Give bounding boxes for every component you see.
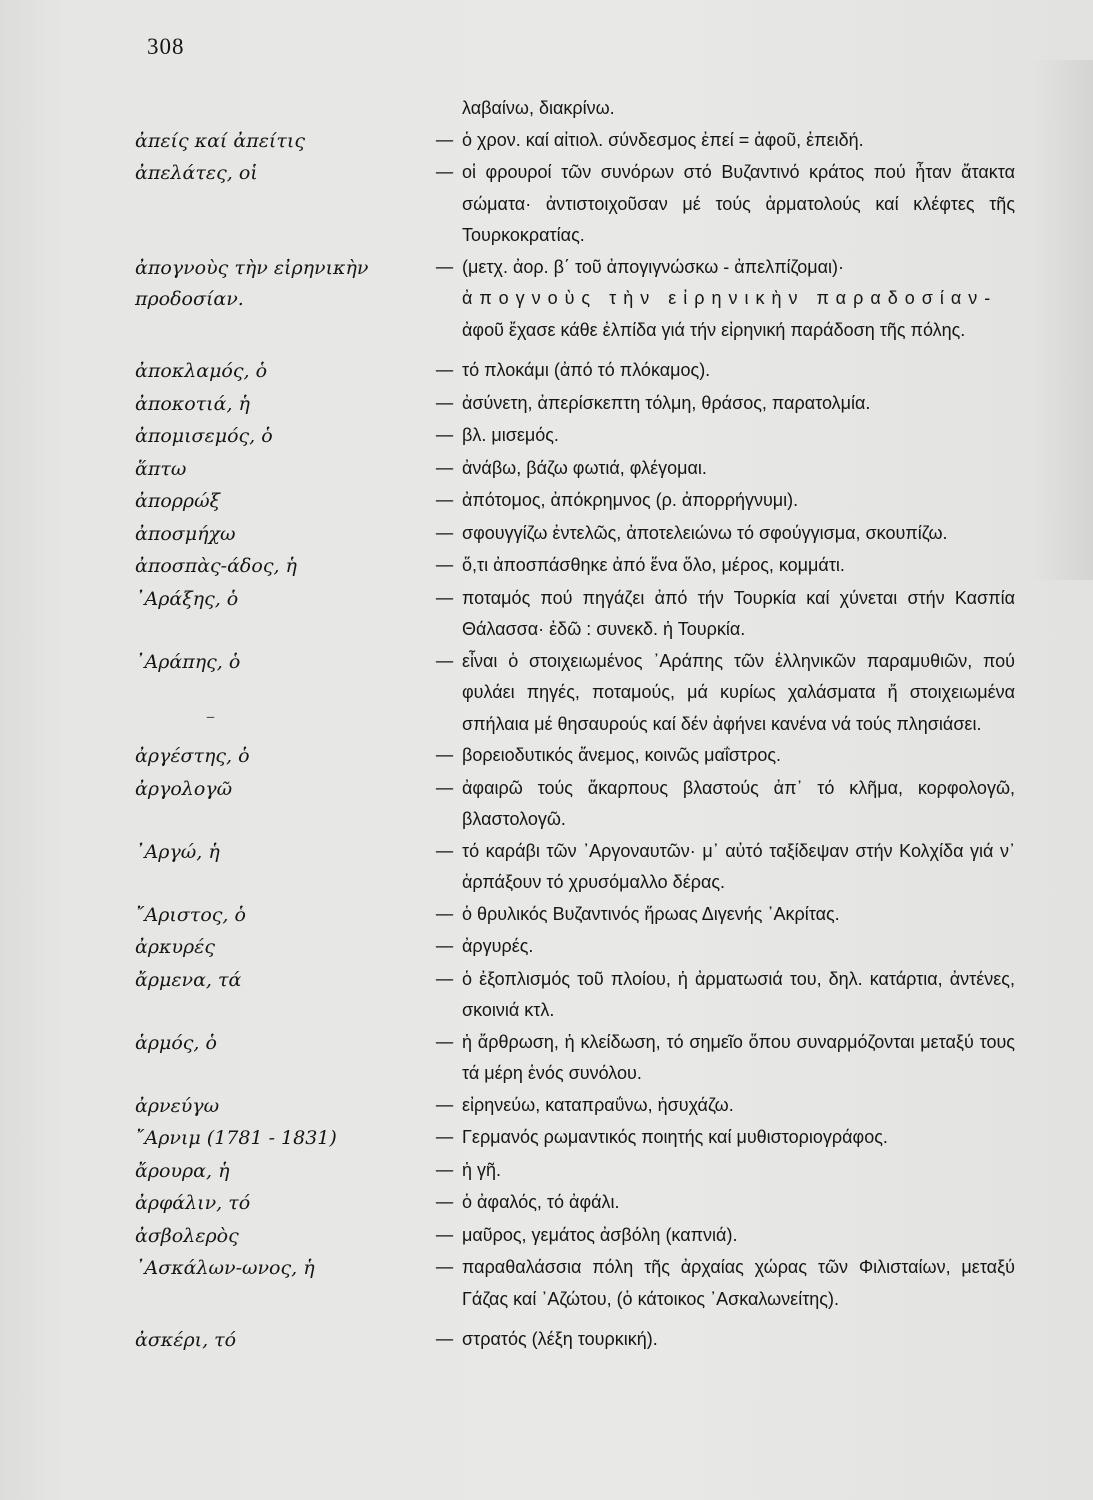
dash: — bbox=[435, 1158, 454, 1181]
dash: — bbox=[435, 391, 454, 414]
definition: παραθαλάσσια πόλη τῆς ἀρχαίας χώρας τῶν Φιλισταίων, μεταξύ Γάζας καί ᾿Αζώτου, (ὁ κάτοικος ᾿Ασκαλωνείτης). bbox=[462, 1257, 1015, 1309]
dash: — bbox=[435, 839, 454, 862]
definition: σφουγγίζω ἐντελῶς, ἀποτελειώνω τό σφούγγισμα, σκουπίζω. bbox=[462, 522, 948, 543]
glossary-entry bbox=[135, 931, 1015, 964]
glossary-entry bbox=[135, 453, 1015, 486]
glossary-entry bbox=[135, 899, 1015, 932]
definition-quote: ἀπογνοὺς τὴν εἰρηνικὴν παραδοσίαν- bbox=[462, 288, 998, 308]
glossary-entry bbox=[135, 583, 1015, 646]
glossary-entry bbox=[135, 1324, 1015, 1357]
definition: λαβαίνω, διακρίνω. bbox=[462, 98, 615, 118]
dash: — bbox=[435, 1191, 454, 1213]
definition: ἡ ἄρθρωση, ἡ κλείδωση, τό σημεῖο ὅπου συναρμόζονται μεταξύ τους τά μέρη ἑνός συνόλου. bbox=[462, 1031, 1015, 1083]
definition: (μετχ. ἀορ. β΄ τοῦ ἀπογιγνώσκω - ἀπελπίζομαι)· bbox=[462, 256, 845, 277]
term: ἀπελάτες, οἱ bbox=[135, 162, 258, 184]
dash: — bbox=[435, 1328, 454, 1350]
dash: — bbox=[435, 456, 454, 479]
term: ἀποκλαμός, ὁ bbox=[135, 360, 268, 382]
definition: τό καράβι τῶν ᾿Αργοναυτῶν· μ᾿ αὐτό ταξίδεψαν στήν Κολχίδα γιά ν᾿ ἁρπάξουν τό χρυσόμαλλο δέρας. bbox=[462, 840, 1015, 892]
glossary-entry bbox=[135, 550, 1015, 583]
glossary-list bbox=[135, 93, 1015, 1357]
dash: — bbox=[435, 1093, 454, 1116]
term-continued: προδοσίαν. bbox=[135, 288, 244, 310]
term: ἀποκοτιά, ἡ bbox=[135, 392, 250, 415]
glossary-entry bbox=[135, 485, 1015, 518]
dash: — bbox=[435, 967, 454, 990]
stray-mark: – bbox=[206, 706, 215, 727]
continuation-line bbox=[135, 93, 1015, 125]
dash: — bbox=[435, 489, 454, 511]
term: ἀπομισεμός, ὁ bbox=[135, 425, 273, 447]
term: ἀργολογῶ bbox=[135, 777, 233, 800]
term: ἁρμός, ὁ bbox=[135, 1031, 217, 1054]
glossary-entry bbox=[135, 388, 1015, 421]
definition: ἀπότομος, ἀπόκρημνος (ρ. ἀπορρήγνυμι). bbox=[462, 490, 799, 510]
dash: — bbox=[435, 1256, 454, 1278]
definition-translation: ἀφοῦ ἔχασε κάθε ἐλπίδα γιά τήν εἰρηνική παράδοση τῆς πόλης. bbox=[462, 319, 966, 340]
dash: — bbox=[435, 1030, 454, 1053]
glossary-entry bbox=[135, 1220, 1015, 1253]
glossary-entry bbox=[135, 1155, 1015, 1188]
dash: — bbox=[435, 1223, 454, 1246]
term: ἀπογνοὺς τὴν εἰρηνικὴν bbox=[135, 256, 369, 279]
definition: ἀνάβω, βάζω φωτιά, φλέγομαι. bbox=[462, 457, 707, 478]
term: ἀσκέρι, τό bbox=[135, 1329, 237, 1351]
definition: ὁ θρυλικός Βυζαντινός ἥρωας Διγενής ᾿Ακρίτας. bbox=[462, 903, 840, 924]
term: ἀπορρώξ bbox=[135, 490, 221, 512]
term: ᾿Αργώ, ἡ bbox=[135, 840, 220, 863]
term: ᾿Αράξης, ὁ bbox=[135, 587, 239, 610]
definition: ὁ ἀφαλός, τό ἀφάλι. bbox=[462, 1192, 620, 1212]
term: ῎Αριστος, ὁ bbox=[135, 903, 246, 926]
definition: ὁ χρον. καί αἰτιολ. σύνδεσμος ἐπεί = ἀφοῦ, ἐπειδή. bbox=[462, 129, 864, 150]
definition: ἀφαιρῶ τούς ἄκαρπους βλαστούς ἀπ᾿ τό κλῆμα, κορφολογῶ, βλαστολογῶ. bbox=[462, 777, 1015, 829]
page-number: 308 bbox=[147, 34, 185, 59]
term: ἀσβολερὸς bbox=[135, 1224, 239, 1247]
term: ἅπτω bbox=[135, 457, 187, 480]
glossary-entry bbox=[135, 1122, 1015, 1155]
glossary-entry bbox=[135, 1187, 1015, 1220]
term: ἄρμενα, τά bbox=[135, 968, 242, 991]
glossary-entry bbox=[135, 1027, 1015, 1090]
glossary-entry bbox=[135, 1090, 1015, 1123]
dash: — bbox=[435, 255, 454, 278]
glossary-entry bbox=[135, 518, 1015, 551]
definition: ἀσύνετη, ἀπερίσκεπτη τόλμη, θράσος, παρατολμία. bbox=[462, 392, 871, 413]
term: ἀργέστης, ὁ bbox=[135, 745, 250, 767]
definition: ἡ γῆ. bbox=[462, 1159, 502, 1180]
definition: βλ. μισεμός. bbox=[462, 425, 559, 445]
definition: μαῦρος, γεμάτος ἀσβόλη (καπνιά). bbox=[462, 1224, 738, 1245]
dash: — bbox=[435, 424, 454, 446]
term: ἀπείς καί ἀπείτις bbox=[135, 129, 305, 152]
glossary-entry bbox=[135, 646, 1015, 741]
term: ἀποσμήχω bbox=[135, 522, 236, 545]
dash: — bbox=[435, 1126, 454, 1148]
definition: εἰρηνεύω, καταπραΰνω, ἡσυχάζω. bbox=[462, 1094, 734, 1115]
bleed-through-shadow bbox=[1033, 60, 1093, 580]
definition: ὁ ἐξοπλισμός τοῦ πλοίου, ἡ ἀρματωσιά του, δηλ. κατάρτια, ἀντένες, σκοινιά κτλ. bbox=[462, 968, 1015, 1020]
glossary-entry bbox=[135, 125, 1015, 158]
definition: εἶναι ὁ στοιχειωμένος ᾿Αράπης τῶν ἑλληνικῶν παραμυθιῶν, πού φυλάει πηγές, ποταμούς, μά κυρίως χαλάσματα ἤ στοιχειωμένα σπήλαια μέ θησαυρούς καί δέν ἀφήνει κανένα νά τούς πλησιάσει. bbox=[462, 650, 1015, 734]
glossary-entry bbox=[135, 836, 1015, 899]
glossary-entry bbox=[135, 157, 1015, 252]
term: ἀρφάλιν, τό bbox=[135, 1192, 251, 1214]
term: ῎Αρνιμ (1781 - 1831) bbox=[135, 1127, 337, 1149]
term: ἀρκυρές bbox=[135, 936, 216, 958]
definition: βορειοδυτικός ἄνεμος, κοινῶς μαΐστρος. bbox=[462, 745, 782, 765]
glossary-entry bbox=[135, 355, 1015, 388]
definition: οἱ φρουροί τῶν συνόρων στό Βυζαντινό κράτος πού ἦταν ἄτακτα σώματα· ἀντιστοιχοῦσαν μέ τούς ἁρματολούς καί κλέφτες τῆς Τουρκοκρατίας. bbox=[462, 162, 1015, 245]
dash: — bbox=[435, 649, 454, 672]
glossary-entry bbox=[135, 964, 1015, 1027]
definition: στρατός (λέξη τουρκική). bbox=[462, 1329, 658, 1349]
dash: — bbox=[435, 521, 454, 544]
definition: ἀργυρές. bbox=[462, 936, 534, 956]
term: ᾿Αράπης, ὁ bbox=[135, 650, 241, 673]
glossary-entry bbox=[135, 1252, 1015, 1315]
glossary-entry bbox=[135, 252, 1015, 347]
dash: — bbox=[435, 902, 454, 925]
term: ἀποσπὰς-άδος, ἡ bbox=[135, 555, 297, 577]
term: ᾿Ασκάλων-ωνος, ἡ bbox=[135, 1257, 315, 1279]
glossary-entry bbox=[135, 420, 1015, 453]
term: ἄρουρα, ἡ bbox=[135, 1159, 230, 1182]
definition: ὅ,τι ἀποσπάσθηκε ἀπό ἕνα ὅλο, μέρος, κομμάτι. bbox=[462, 555, 845, 575]
dash: — bbox=[435, 161, 454, 183]
dash: — bbox=[435, 935, 454, 957]
glossary-entry bbox=[135, 740, 1015, 773]
definition: τό πλοκάμι (ἀπό τό πλόκαμος). bbox=[462, 360, 711, 380]
definition: ποταμός πού πηγάζει ἀπό τήν Τουρκία καί χύνεται στήν Κασπία Θάλασσα· ἐδῶ : συνεκδ. ἡ Τουρκία. bbox=[462, 587, 1015, 639]
glossary-entry bbox=[135, 773, 1015, 836]
dash: — bbox=[435, 128, 454, 151]
dash: — bbox=[435, 744, 454, 766]
definition: Γερμανός ρωμαντικός ποιητής καί μυθιστοριογράφος. bbox=[462, 1127, 888, 1147]
term: ἀρνεύγω bbox=[135, 1094, 220, 1117]
dash: — bbox=[435, 776, 454, 799]
dash: — bbox=[435, 554, 454, 576]
dash: — bbox=[435, 359, 454, 381]
dash: — bbox=[435, 586, 454, 609]
